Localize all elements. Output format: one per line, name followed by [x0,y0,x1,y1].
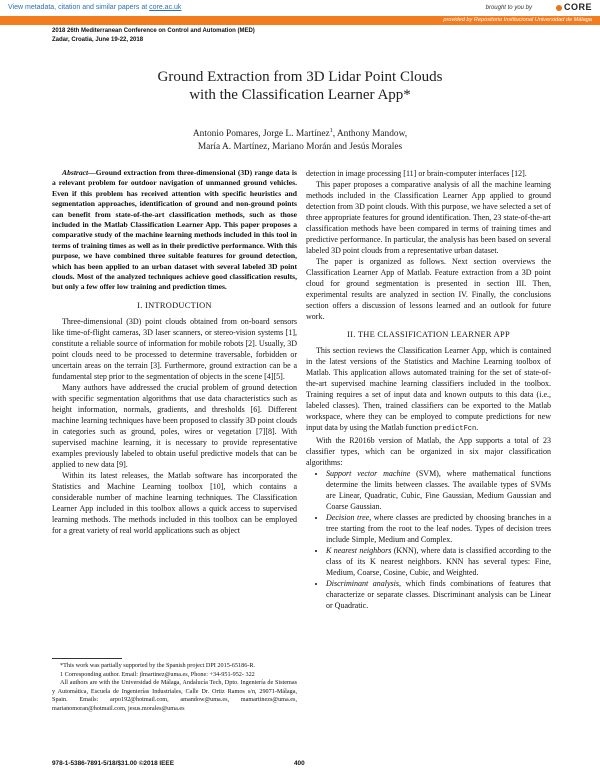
core-logo-text: CORE [563,2,592,12]
list-item [326,545,551,578]
list-item [326,468,551,512]
list-item-term: K nearest neighbors [326,546,392,555]
predictfcn-code: predictFcn [434,425,477,433]
abstract-text: Ground extraction from three-dimensional (3D) range data is a relevant problem for outdoor navigation of unmanned ground vehicles. Even if this problem has received attention with specific heuristics and segmentation approaches, identification of ground and non-ground points can benefit from state-of-the-art classification methods, such as those included in the Matlab Classification Learner App. This paper proposes a comparative study of the machine learning methods included in this tool in terms of training times as well as in their predictive performance. With this purpose, we have combined three suitable features for ground detection, which has been applied to an urban dataset with several labeled 3D point clouds. Most of the analyzed techniques achieve good classification results, but only a few offer low training and prediction times. [52,168,297,292]
page-number: 400 [294,760,305,767]
core-link-text[interactable]: core.ac.uk [149,4,182,11]
brought-by-text: brought to you by [485,5,532,11]
abstract [52,168,297,293]
provided-by-text[interactable]: provided by Repositorio Institucional Universidad de Málaga [443,17,592,23]
app-paragraph-2: With the R2016b version of Matlab, the App supports a total of 23 classifier types, which can be organized in six major classification algorithms: [306,436,551,467]
authors-line-1b: , Anthony Mandow, [332,129,408,140]
intro-paragraph-3: Within its latest releases, the Matlab software has incorporated the Statistics and Machine Learning toolbox [10], which contains a considerable number of machine learning techniques. The Classification Learner App included in this toolbox allows a quick access to supervised learning methods. The methods included in this toolbox can be employed for a great variety of real world applications such as object [52,470,297,535]
intro-paragraph-1: Three-dimensional (3D) point clouds obtained from on-board sensors like time-of-flight cameras, 3D laser scanners, or stereo-vision systems [1], constitute a reliable source of information for mobile robots [2]. Usually, 3D point clouds need to be processed to determine traversable, forbidden or uncertain areas on the terrain [3]. Furthermore, ground extraction can be a fundamental step prior to the segmentation of objects in the scene [4][5]. [52,316,297,381]
core-metadata-link[interactable] [8,4,181,11]
title-line-2: with the Classification Learner App* [189,87,411,103]
list-item-term: Support vector machine [326,469,411,478]
footnote-corresponding: 1 Corresponding author. Email: jlmartinez@uma.es, Phone: +34-951-952- 322 [60,670,255,678]
list-item [326,578,551,611]
list-item-text: , which finds combinations of features that characterize or separate classes. Discriminant analysis can be Linear or Quadratic. [326,579,551,610]
footnote-rule [52,658,122,659]
classifier-list [306,468,551,611]
authors-line-1a: Antonio Pomares, Jorge L. Martínez [192,129,330,140]
app-paragraph-1-end: . [476,423,479,432]
right-paragraph-0: detection in image processing [11] or brain-computer interfaces [12]. [306,169,527,178]
abstract-label: Abstract— [62,168,96,177]
conference-location: Zadar, Croatia, June 19-22, 2018 [52,36,144,43]
author-footnote-mark: 1 [329,128,333,134]
list-item-term: Decision tree [326,513,370,522]
paper-title [0,68,600,104]
section-heading-introduction: I. INTRODUCTION [137,300,212,310]
list-item-text: (KNN), where data is classified according to the class of its K nearest neighbors. KNN has several types: Fine, Medium, Coarse, Cosine, Cubic, and Weighted. [326,546,552,577]
authors-line-1 [0,125,600,141]
app-paragraph-1-text: This section reviews the Classification Learner App, which is contained in the latest versions of the Statistics and Machine Learning toolbox of Matlab. This application allows automated training for the set of state-of-the-art supervised machine learning classifiers included in the toolbox. Training requires a set of input data and known outputs to this data (i.e., labeled classes). Then, trained classifiers can be exported to the Matlab workspace, where they can be employed to compute predictions for new input data by using the Matlab function [306,346,551,432]
section-heading-classification-learner: II. THE CLASSIFICATION LEARNER APP [347,330,510,339]
footnotes [52,658,297,714]
core-logo[interactable] [556,2,592,12]
app-paragraph-1 [306,345,551,435]
conference-header [52,27,255,44]
right-paragraph-2: The paper is organized as follows. Next section overviews the Classification Learner App of Matlab. Feature extraction from a 3D point cloud for ground segmentation is presented in section III. Then, experimental results are analyzed in section IV. Finally, the conclusions section offers a discussion of lessons learned and an outlook for future work. [306,257,551,321]
paper-authors [0,125,600,154]
footnote-funding: *This work was partially supported by the Spanish project DPI 2015-65186-R. [60,662,256,669]
right-column [306,168,551,611]
list-item [326,512,551,545]
footer-isbn: 978-1-5386-7891-5/18/$31.00 ©2018 IEEE [52,760,174,767]
right-paragraph-1: This paper proposes a comparative analysis of all the machine learning methods included in the Classification Learner App applied to ground detection from 3D point clouds. With this purpose, we have selected a set of three appropriate features for ground identification. Then, 23 state-of-the-art classification methods have been compared in terms of training times and predictive performance. In particular, the analysis has been based on several labeled 3D point clouds from a representative urban dataset. [306,180,551,255]
footnote-affiliation: All authors are with the Universidad de Málaga, Andalucía Tech, Dpto. Ingeniería de Sistemas y Automática, Escuela de Ingenierías Industriales, Calle Dr. Ortiz Ramos s/n, 29071-Málaga, Spain. Emails: arpo192@hotmail.com, amandow@uma.es, mamartinezs@uma.es, marianomoran@hotmail.com, jesus.morales@uma.es [52,679,297,712]
core-logo-icon [556,5,562,11]
authors-line-2: María A. Martínez, Mariano Morán and Jesús Morales [197,142,403,153]
list-item-text: (SVM), where mathematical functions determine the limits between classes. The available types of SVMs are Linear, Quadratic, Cubic, Fine Gaussian, Medium Gaussian and Coarse Gaussian. [326,469,551,511]
list-item-text: , where classes are predicted by choosing branches in a tree starting from the root to the leaf nodes. Types of decision trees include Simple, Medium and Complex. [326,513,552,544]
left-column [52,168,297,536]
conference-name: 2018 26th Mediterranean Conference on Control and Automation (MED) [52,28,255,34]
core-link-prefix: View metadata, citation and similar papers at [8,4,148,11]
list-item-term: Discriminant analysis [326,579,400,588]
intro-paragraph-2: Many authors have addressed the crucial problem of ground detection with specific segmentation algorithms that use data characteristics such as height information, normals, gradients, and thresholds [6]. Different machine learning techniques have been proposed to classify 3D point clouds in categories such as ground, poles, wires or vegetation [7][8]. With supervised machine learning, it is necessary to provide representative examples previously labeled to obtain useful predictive models that can be applied to new data [9]. [52,382,297,469]
title-line-1: Ground Extraction from 3D Lidar Point Clouds [157,69,443,85]
